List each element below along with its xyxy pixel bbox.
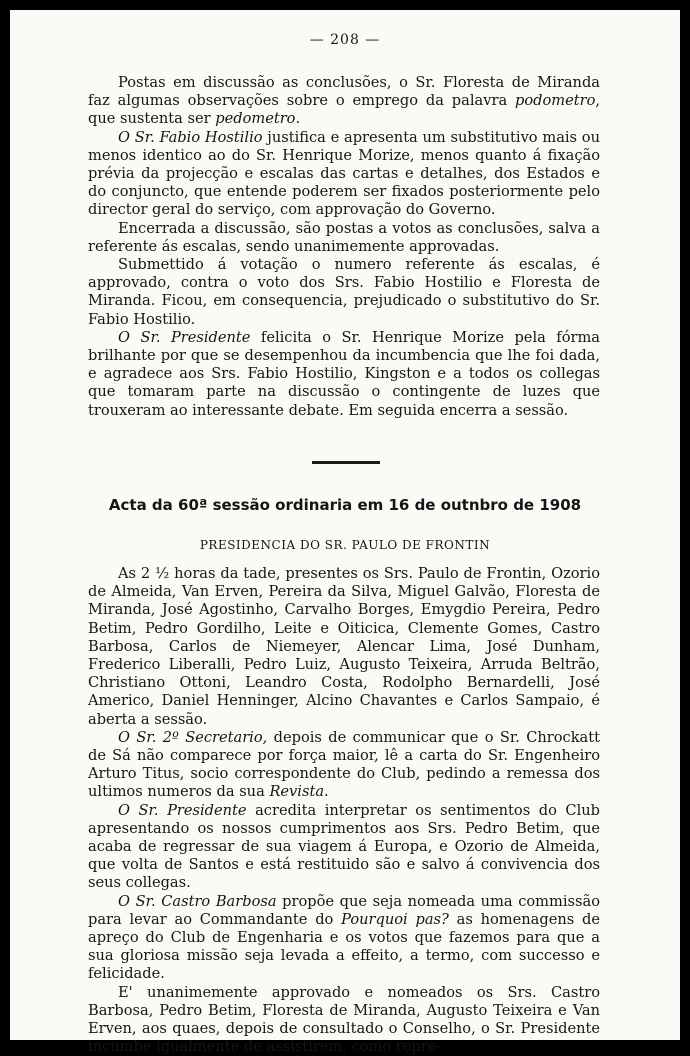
paragraph: [88, 893, 600, 984]
text-run: depois de communicar que o Sr. Chrockatt de Sá não comparece por força maior, lê a carta do Sr. Engenheiro Arturo Titus, socio correspondente do Club, pedindo a remessa dos ultimos numeros da sua: [88, 728, 600, 801]
text-run: justifica e apresenta um substitutivo mais ou menos identico ao do Sr. Henrique Morize, menos quanto á fixação prévia da projecção e escalas das cartas e detalhes, dos Estados e do conjuncto, que entende poderem ser fixados posteriormente pelo director geral do serviço, com approvação do Governo.: [88, 128, 600, 219]
page-number: — 208 —: [309, 32, 381, 48]
italic-text: O Sr. Fabio Hostilio: [118, 128, 263, 146]
italic-text: pedometro: [215, 110, 296, 128]
text-run: as homenagens de apreço do Club de Engenharia e os votos que fazemos para que a sua gloriosa missão seja levada a effeito, a termo, com successo e felicidade.: [88, 910, 600, 983]
section-divider: [312, 461, 380, 464]
text-run: acredita interpretar os sentimentos do Club apresentando os nossos cumprimentos aos Srs. Pedro Betim, que acaba de regressar de sua viagem á Europa, e Ozorio de Almeida, que volta de Santos e está restituido são e salvo á convivencia dos seus collegas.: [88, 801, 601, 892]
italic-text: O Sr. Presidente: [118, 328, 251, 346]
italic-text: podometro: [515, 92, 596, 110]
paragraph: [88, 802, 600, 893]
text-run: , que sustenta ser: [88, 92, 600, 128]
paragraph: [88, 220, 600, 256]
text-run: propõe que seja nomeada uma commissão para levar ao Commandante do: [88, 892, 600, 928]
text-run: .: [324, 783, 329, 801]
text-run: As 2 ½ horas da tade, presentes os Srs. Paulo de Frontin, Ozorio de Almeida, Van Erven, Pereira da Silva, Miguel Galvão, Floresta de Miranda, José Agostinho, Carvalho Borges, Emygdio Pereira, Pedro Betim, Pedro Gordilho, Leite e Oiticica, Clemente Gomes, Castro Barbosa, Carlos de Niemeyer, Alencar Lima, José Dunham, Frederico Liberalli, Pedro Luiz, Augusto Teixeira, Arruda Beltrão, Christiano Ottoni, Leandro Costa, Rodolpho Bernardelli, José Americo, Daniel Henninger, Alcino Chavantes e Carlos Sampaio, é aberta a sessão.: [88, 565, 600, 728]
paragraph: [88, 729, 600, 802]
section-subtitle: PRESIDENCIA DO SR. PAULO DE FRONTIN: [199, 538, 491, 552]
paragraph: [88, 129, 600, 220]
paragraph: [88, 74, 600, 129]
text-run: E' unanimemente approvado e nomeados os Srs. Castro Barbosa, Pedro Betim, Floresta de Miranda, Augusto Teixeira e Van Erven, aos quaes, depois de consultado o Conselho, o Sr. Presidente incumbe igualmente de assistirem, como repre-: [88, 983, 600, 1056]
text-run: Postas em discussão as conclusões, o Sr. Floresta de Miranda faz algumas observações sobre o emprego da palavra: [88, 74, 600, 110]
document-page: [10, 10, 680, 1056]
italic-text: O Sr. 2º Secretario,: [118, 728, 268, 746]
italic-text: Revista: [269, 783, 325, 801]
text-run: Submettido á votação o numero referente ás escalas, é approvado, contra o voto dos Srs. Fabio Hostilio e Floresta de Miranda. Ficou, em consequencia, prejudicado o substitutivo do Sr. Fabio Hostilio.: [88, 256, 600, 328]
text-block-top: [88, 74, 600, 420]
text-run: felicita o Sr. Henrique Morize pela fórma brilhante por que se desempenhou da incumbencia que lhe foi dada, e agradece aos Srs. Fabio Hostilio, Kingston e a todos os collegas que tomaram parte na discussão o contingente de luzes que trouxeram ao interessante debate. Em seguida encerra a sessão.: [88, 328, 601, 419]
text-block-bottom: [88, 565, 600, 1056]
italic-text: O Sr. Presidente: [118, 801, 247, 819]
paragraph: [88, 565, 600, 729]
paragraph: [88, 984, 600, 1056]
paragraph: [88, 329, 600, 420]
italic-text: O Sr. Castro Barbosa: [118, 892, 277, 910]
italic-text: Pourquoi pas?: [341, 910, 449, 928]
text-run: .: [295, 110, 301, 128]
text-run: Encerrada a discussão, são postas a votos as conclusões, salva a referente ás escalas, sendo unanimemente approvadas.: [88, 219, 600, 255]
paragraph: [88, 256, 600, 329]
section-title: Acta da 60ª sessão ordinaria em 16 de outnbro de 1908: [108, 496, 582, 514]
